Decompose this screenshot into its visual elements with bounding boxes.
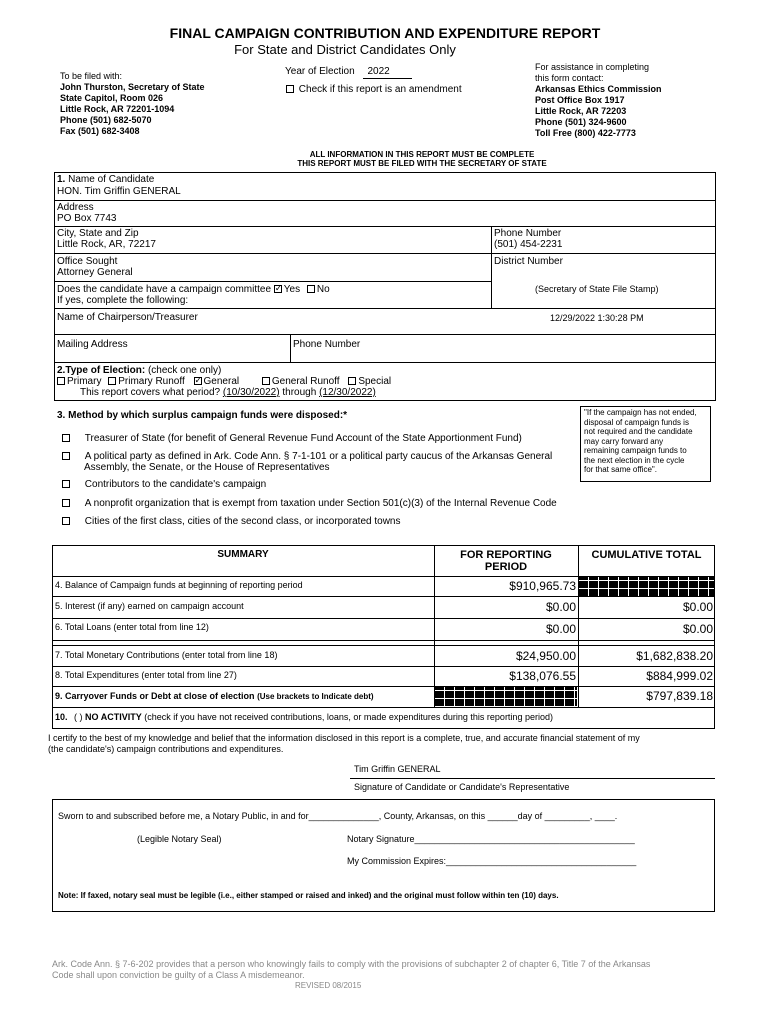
assistance-block: [535, 62, 662, 139]
period-value[interactable]: $910,965.73: [509, 579, 576, 593]
filed-with-line: Phone (501) 682-5070: [60, 115, 152, 125]
sworn-text: Sworn to and subscribed before me, a Notary Public, in and for______________, County, Arkansas, on this ______day of _________, ____.: [58, 811, 618, 821]
surplus-cities-checkbox[interactable]: [62, 517, 70, 525]
period-value[interactable]: $24,950.00: [515, 649, 576, 663]
amendment-check[interactable]: [286, 84, 462, 96]
candidate-name-value[interactable]: HON. Tim Griffin GENERAL: [57, 186, 181, 197]
report-subtitle: For State and District Candidates Only: [234, 42, 456, 57]
chair-phone-label: Phone Number: [293, 339, 361, 350]
office-value[interactable]: Attorney General: [57, 267, 133, 278]
report-period: This report covers what period? (10/30/2022) through (12/30/2022): [80, 387, 376, 398]
assistance-intro: this form contact:: [535, 73, 604, 83]
candidate-name-label: 1. Name of Candidate: [57, 174, 155, 185]
year-label: Year of Election: [285, 66, 355, 77]
filed-with-line: Fax (501) 682-3408: [60, 126, 140, 136]
surplus-option-party: A political party as defined in Ark. Code Ann. § 7-1-101 or a political party caucus of the Arkansas General: [62, 451, 552, 463]
filed-with-intro: To be filed with:: [60, 71, 123, 81]
filed-with-line: John Thurston, Secretary of State: [60, 82, 205, 92]
report-title: FINAL CAMPAIGN CONTRIBUTION AND EXPENDITURE REPORT: [169, 25, 601, 41]
phone-label: Phone Number: [494, 228, 562, 239]
special-checkbox[interactable]: [348, 377, 356, 385]
cumulative-blocked: [579, 577, 714, 596]
surplus-option-cities: Cities of the first class, cities of the second class, or incorporated towns: [62, 516, 400, 528]
filed-with-line: Little Rock, AR 72201-1094: [60, 104, 175, 114]
carryover-cumulative-value[interactable]: $797,839.18: [646, 689, 713, 703]
primary-label: Primary: [67, 376, 102, 387]
notary-signature[interactable]: Notary Signature____________________________________________: [347, 834, 635, 844]
year-value[interactable]: 2022: [363, 66, 412, 79]
fax-note: Note: If faxed, notary seal must be legible (i.e., either stamped or raised and inked) and the original must follow within ten (10) days.: [58, 891, 559, 900]
cumulative-header: CUMULATIVE TOTAL: [591, 549, 702, 561]
city-label: City, State and Zip: [57, 228, 139, 239]
surplus-option-nonprofit: A nonprofit organization that is exempt from taxation under Section 501(c)(3) of the Internal Revenue Code: [62, 498, 557, 510]
primary-checkbox[interactable]: [57, 377, 65, 385]
primary-runoff-checkbox[interactable]: [108, 377, 116, 385]
year-of-election: [285, 66, 412, 79]
filed-with-block: [60, 71, 205, 137]
mailing-address-label: Mailing Address: [57, 339, 128, 350]
period-from[interactable]: (10/30/2022): [222, 387, 280, 398]
summary-row-label: 6. Total Loans (enter total from line 12): [55, 622, 209, 632]
no-activity-row: 10. ( ) NO ACTIVITY (check if you have not received contributions, loans, or made expenditures during this reporting period): [55, 712, 553, 722]
period-to[interactable]: (12/30/2022): [319, 387, 376, 398]
surplus-option-treasurer: Treasurer of State (for benefit of General Revenue Fund Account of the State Apportionment Fund): [62, 433, 522, 445]
legal-footer: Ark. Code Ann. § 7-6-202 provides that a person who knowingly fails to comply with the provisions of subchapter 2 of chapter 6, Title 7 of the Arkansas Code shall upon conviction be guilty of a Class A misdemeanor.: [52, 959, 651, 980]
general-label: General: [203, 376, 240, 387]
city-value[interactable]: Little Rock, AR, 72217: [57, 239, 156, 250]
committee-followup: If yes, complete the following:: [57, 295, 189, 306]
surplus-contributors-checkbox[interactable]: [62, 480, 70, 488]
assistance-line: Little Rock, AR 72203: [535, 106, 627, 116]
period-blocked: [435, 687, 577, 706]
assistance-line: Post Office Box 1917: [535, 95, 625, 105]
office-label: Office Sought: [57, 256, 118, 267]
carryover-label: 9. Carryover Funds or Debt at close of election (Use brackets to Indicate debt): [55, 691, 374, 701]
surplus-label: 3. Method by which surplus campaign funds were disposed:*: [57, 410, 348, 421]
assistance-line: Phone (501) 324-9600: [535, 117, 627, 127]
period-value[interactable]: $138,076.55: [509, 669, 576, 683]
file-stamp-label: (Secretary of State File Stamp): [535, 284, 659, 294]
notice-line-1: ALL INFORMATION IN THIS REPORT MUST BE COMPLETE: [309, 150, 535, 159]
summary-row-label: 5. Interest (if any) earned on campaign account: [55, 601, 244, 611]
surplus-option-contributors: Contributors to the candidate's campaign: [62, 479, 266, 491]
special-label: Special: [358, 376, 392, 387]
amendment-checkbox[interactable]: [286, 85, 294, 93]
primary-runoff-label: Primary Runoff: [118, 376, 185, 387]
election-type-label: 2.Type of Election: (check one only): [57, 365, 222, 376]
amendment-label: Check if this report is an amendment: [298, 84, 462, 95]
cumulative-value[interactable]: $884,999.02: [646, 669, 713, 683]
committee-question: Does the candidate have a campaign committee ✓ Yes No: [57, 284, 330, 296]
address-label: Address: [57, 202, 94, 213]
summary-row-label: 4. Balance of Campaign funds at beginning of reporting period: [55, 580, 303, 590]
general-runoff-label: General Runoff: [271, 376, 340, 387]
summary-header: SUMMARY: [217, 549, 269, 560]
general-checkbox[interactable]: [194, 377, 202, 385]
surplus-nonprofit-checkbox[interactable]: [62, 499, 70, 507]
notary-seal-label: (Legible Notary Seal): [137, 834, 222, 844]
district-label: District Number: [494, 256, 563, 267]
cumulative-value[interactable]: $0.00: [682, 600, 713, 614]
period-value[interactable]: $0.00: [545, 600, 576, 614]
cumulative-value[interactable]: $0.00: [682, 622, 713, 636]
phone-value[interactable]: (501) 454-2231: [494, 239, 563, 250]
assistance-line: Toll Free (800) 422-7773: [535, 128, 636, 138]
cumulative-value[interactable]: $1,682,838.20: [636, 649, 713, 663]
committee-yes-label: Yes: [283, 284, 301, 295]
assistance-line: Arkansas Ethics Commission: [535, 84, 662, 94]
filed-with-line: State Capitol, Room 026: [60, 93, 164, 103]
summary-row-label: 8. Total Expenditures (enter total from line 27): [55, 670, 237, 680]
summary-row-label: 7. Total Monetary Contributions (enter total from line 18): [55, 650, 278, 660]
committee-yes-checkbox[interactable]: [274, 285, 282, 293]
file-stamp-value: 12/29/2022 1:30:28 PM: [550, 313, 644, 323]
period-header: FOR REPORTING PERIOD: [460, 549, 552, 573]
assistance-intro: For assistance in completing: [535, 62, 650, 72]
surplus-option-party-line2: Assembly, the Senate, or the House of Representatives: [84, 462, 330, 473]
chairperson-label: Name of Chairperson/Treasurer: [57, 312, 198, 323]
notice-line-2: THIS REPORT MUST BE FILED WITH THE SECRETARY OF STATE: [297, 159, 547, 168]
commission-expires[interactable]: My Commission Expires:______________________________________: [347, 856, 637, 866]
address-value[interactable]: PO Box 7743: [57, 213, 117, 224]
surplus-party-checkbox[interactable]: [62, 452, 70, 460]
no-activity-check[interactable]: ( ): [74, 712, 83, 722]
certify-text: I certify to the best of my knowledge and belief that the information disclosed in this report is a complete, true, and accurate financial statement of my (the candidate's) campaign contributions and expenditures.: [48, 733, 640, 754]
signer-name[interactable]: Tim Griffin GENERAL: [354, 764, 441, 774]
signature-label: Signature of Candidate or Candidate's Representative: [354, 782, 570, 792]
general-runoff-checkbox[interactable]: [262, 377, 270, 385]
period-value[interactable]: $0.00: [545, 622, 576, 636]
revised-date: REVISED 08/2015: [295, 981, 362, 990]
surplus-note: "If the campaign has not ended, disposal of campaign funds is not required and the candidate may carry forward any remaining campaign funds to the next election in the cycle for that same office".: [584, 408, 697, 474]
committee-no-checkbox[interactable]: [307, 285, 315, 293]
committee-no-label: No: [316, 284, 330, 295]
surplus-treasurer-checkbox[interactable]: [62, 434, 70, 442]
